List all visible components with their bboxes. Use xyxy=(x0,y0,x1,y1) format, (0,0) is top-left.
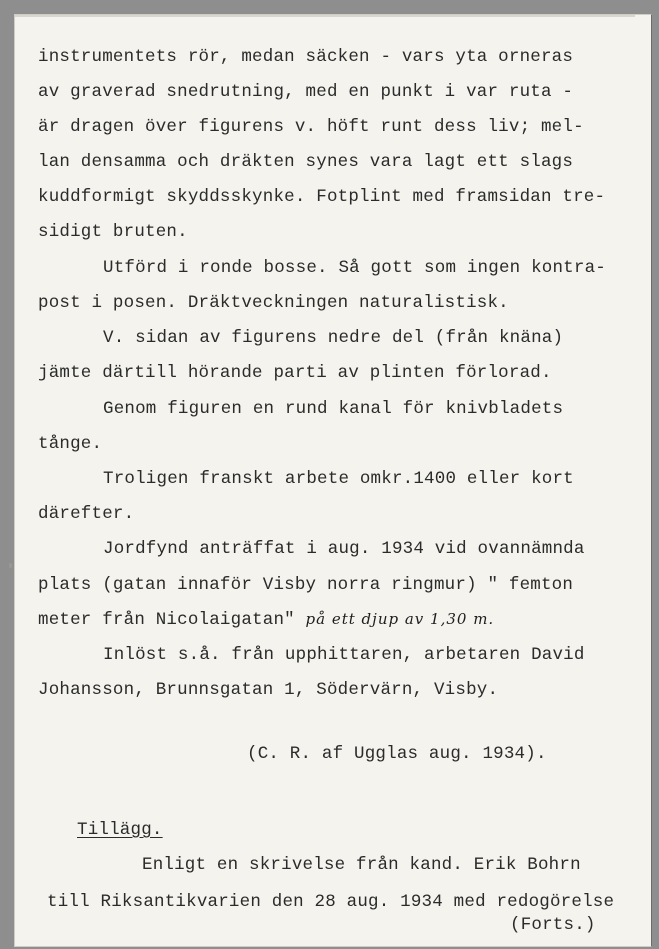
text-line-7: Utförd i ronde bosse. Så gott som ingen kontra- xyxy=(103,258,606,278)
text-line-11: Genom figuren en rund kanal för knivbladets xyxy=(103,399,564,419)
text-line-8: post i posen. Dräktveckningen naturalistisk. xyxy=(38,293,509,313)
text-line-2: av graverad snedrutning, med en punkt i var ruta - xyxy=(38,82,574,102)
text-line-1: instrumentets rör, medan säcken - vars yta orneras xyxy=(38,47,574,67)
text-line-13: Troligen franskt arbete omkr.1400 eller kort xyxy=(103,469,574,489)
text-line-18: Inlöst s.å. från upphittaren, arbetaren David xyxy=(103,645,585,665)
text-line-20: Enligt en skrivelse från kand. Erik Bohrn xyxy=(142,855,581,875)
text-line-12: tånge. xyxy=(38,434,103,454)
text-line-19: Johansson, Brunnsgatan 1, Södervärn, Visby. xyxy=(38,680,499,700)
text-line-17 xyxy=(38,610,494,630)
typed-text: meter från Nicolaigatan" xyxy=(38,610,295,630)
text-line-3: är dragen över figurens v. höft runt dess liv; mel- xyxy=(38,117,584,137)
text-line-6: sidigt bruten. xyxy=(38,222,188,242)
text-line-21: till Riksantikvarien den 28 aug. 1934 med redogörelse xyxy=(47,892,615,912)
index-card xyxy=(14,14,652,947)
text-line-5: kuddformigt skyddsskynke. Fotplint med framsidan tre- xyxy=(38,187,606,207)
paper-speck xyxy=(9,563,12,568)
text-line-14: därefter. xyxy=(38,504,135,524)
continued-note: (Forts.) xyxy=(510,915,596,935)
text-line-15: Jordfynd anträffat i aug. 1934 vid ovannämnda xyxy=(103,539,585,559)
text-line-10: jämte därtill hörande parti av plinten förlorad. xyxy=(38,363,552,383)
signature-line: (C. R. af Ugglas aug. 1934). xyxy=(247,744,547,764)
section-heading: Tillägg. xyxy=(77,820,163,840)
text-line-4: lan densamma och dräkten synes vara lagt ett slags xyxy=(38,152,574,172)
handwritten-addition: på ett djup av 1,30 m. xyxy=(305,610,495,628)
text-line-9: V. sidan av figurens nedre del (från knäna) xyxy=(103,328,564,348)
text-line-16: plats (gatan innaför Visby norra ringmur) " femton xyxy=(38,575,574,595)
